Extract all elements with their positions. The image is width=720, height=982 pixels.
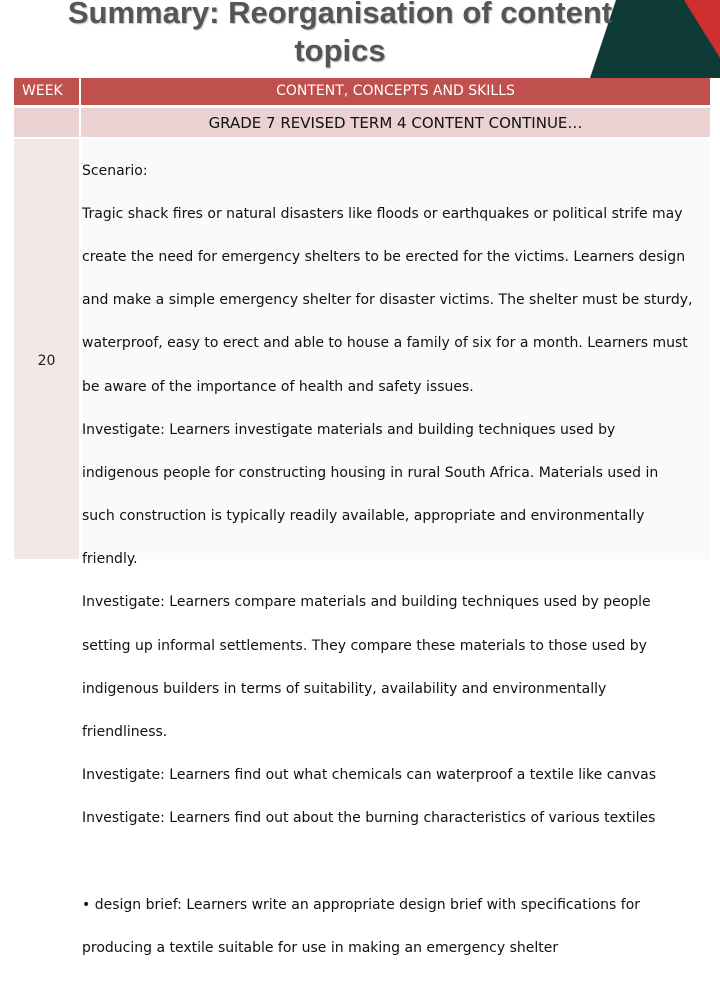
slide-title-line-1: Summary: Reorganisation of content xyxy=(67,0,613,30)
content-line: Scenario: xyxy=(82,162,148,179)
content-line: friendly. xyxy=(82,551,138,568)
bullet-line: producing a textile suitable for use in making an emergency shelter xyxy=(82,940,559,957)
week-20-row xyxy=(14,139,710,957)
paragraph-gap xyxy=(82,852,714,874)
slide-title-line-2: topics xyxy=(294,33,386,68)
content-line: setting up informal settlements. They compare these materials to those used by xyxy=(82,637,647,654)
week-number: 20 xyxy=(37,353,56,369)
header-week: WEEK xyxy=(14,78,79,105)
grade-row-week-cell xyxy=(14,108,79,137)
content-cell xyxy=(81,139,710,957)
grade-label: GRADE 7 REVISED TERM 4 CONTENT CONTINUE… xyxy=(81,108,710,137)
header-content: CONTENT, CONCEPTS AND SKILLS xyxy=(81,78,710,105)
content-line: create the need for emergency shelters to be erected for the victims. Learners design xyxy=(82,248,686,265)
content-line: Tragic shack fires or natural disasters like floods or earthquakes or political strife may xyxy=(82,205,683,222)
content-line: friendliness. xyxy=(82,724,168,741)
grade-row xyxy=(14,108,710,137)
content-line: Investigate: Learners compare materials and building techniques used by people xyxy=(82,594,651,611)
content-line: Investigate: Learners investigate materials and building techniques used by xyxy=(82,421,616,438)
content-text xyxy=(82,139,714,982)
content-line: Investigate: Learners find out what chemicals can waterproof a textile like canvas xyxy=(82,767,657,784)
content-line: be aware of the importance of health and safety issues. xyxy=(82,378,474,395)
content-line: waterproof, easy to erect and able to house a family of six for a month. Learners must xyxy=(82,335,688,352)
content-line: indigenous people for constructing housing in rural South Africa. Materials used in xyxy=(82,464,659,481)
content-line: indigenous builders in terms of suitability, availability and environmentally xyxy=(82,680,607,697)
week-cell xyxy=(14,139,79,559)
content-line: Investigate: Learners find out about the burning characteristics of various textiles xyxy=(82,810,656,827)
content-line: such construction is typically readily available, appropriate and environmentally xyxy=(82,508,645,525)
content-line: and make a simple emergency shelter for disaster victims. The shelter must be sturdy, xyxy=(82,292,693,309)
bullet-line: • design brief: Learners write an appropriate design brief with specifications for xyxy=(82,897,641,914)
slide-title xyxy=(0,0,680,70)
